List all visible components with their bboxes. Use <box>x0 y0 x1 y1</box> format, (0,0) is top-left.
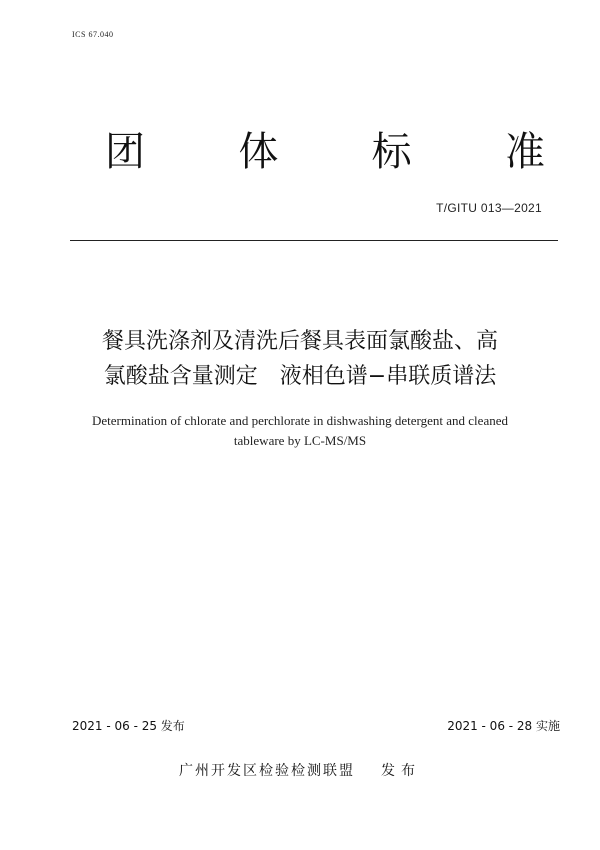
chinese-title-line: 氯酸盐含量测定 液相色谱−串联质谱法 <box>103 364 497 389</box>
ics-code: ICS 67.040 <box>72 30 114 39</box>
header-divider <box>70 240 558 241</box>
english-title-line: tableware by LC-MS/MS <box>233 433 367 448</box>
english-title-line: Determination of chlorate and perchlorate in dishwashing detergent and cleaned <box>92 413 508 428</box>
standard-type-char: 标 <box>371 129 412 175</box>
release-label: 发布 <box>381 763 421 779</box>
publisher-name: 广州开发区检验检测联盟 <box>179 763 355 779</box>
english-title <box>40 411 560 451</box>
chinese-title <box>40 324 560 394</box>
issue-date: 2021 - 06 - 25 发布 <box>72 719 185 733</box>
standard-type-char: 准 <box>504 129 545 175</box>
implementation-date: 2021 - 06 - 28 实施 <box>447 719 560 733</box>
publisher-line <box>0 760 600 780</box>
standard-type-char: 团 <box>105 129 145 175</box>
standard-number: T/GITU 013—2021 <box>436 201 542 215</box>
standard-type-char: 体 <box>238 129 279 175</box>
standard-type-heading <box>95 128 555 176</box>
chinese-title-line: 餐具洗涤剂及清洗后餐具表面氯酸盐、高 <box>101 329 498 354</box>
